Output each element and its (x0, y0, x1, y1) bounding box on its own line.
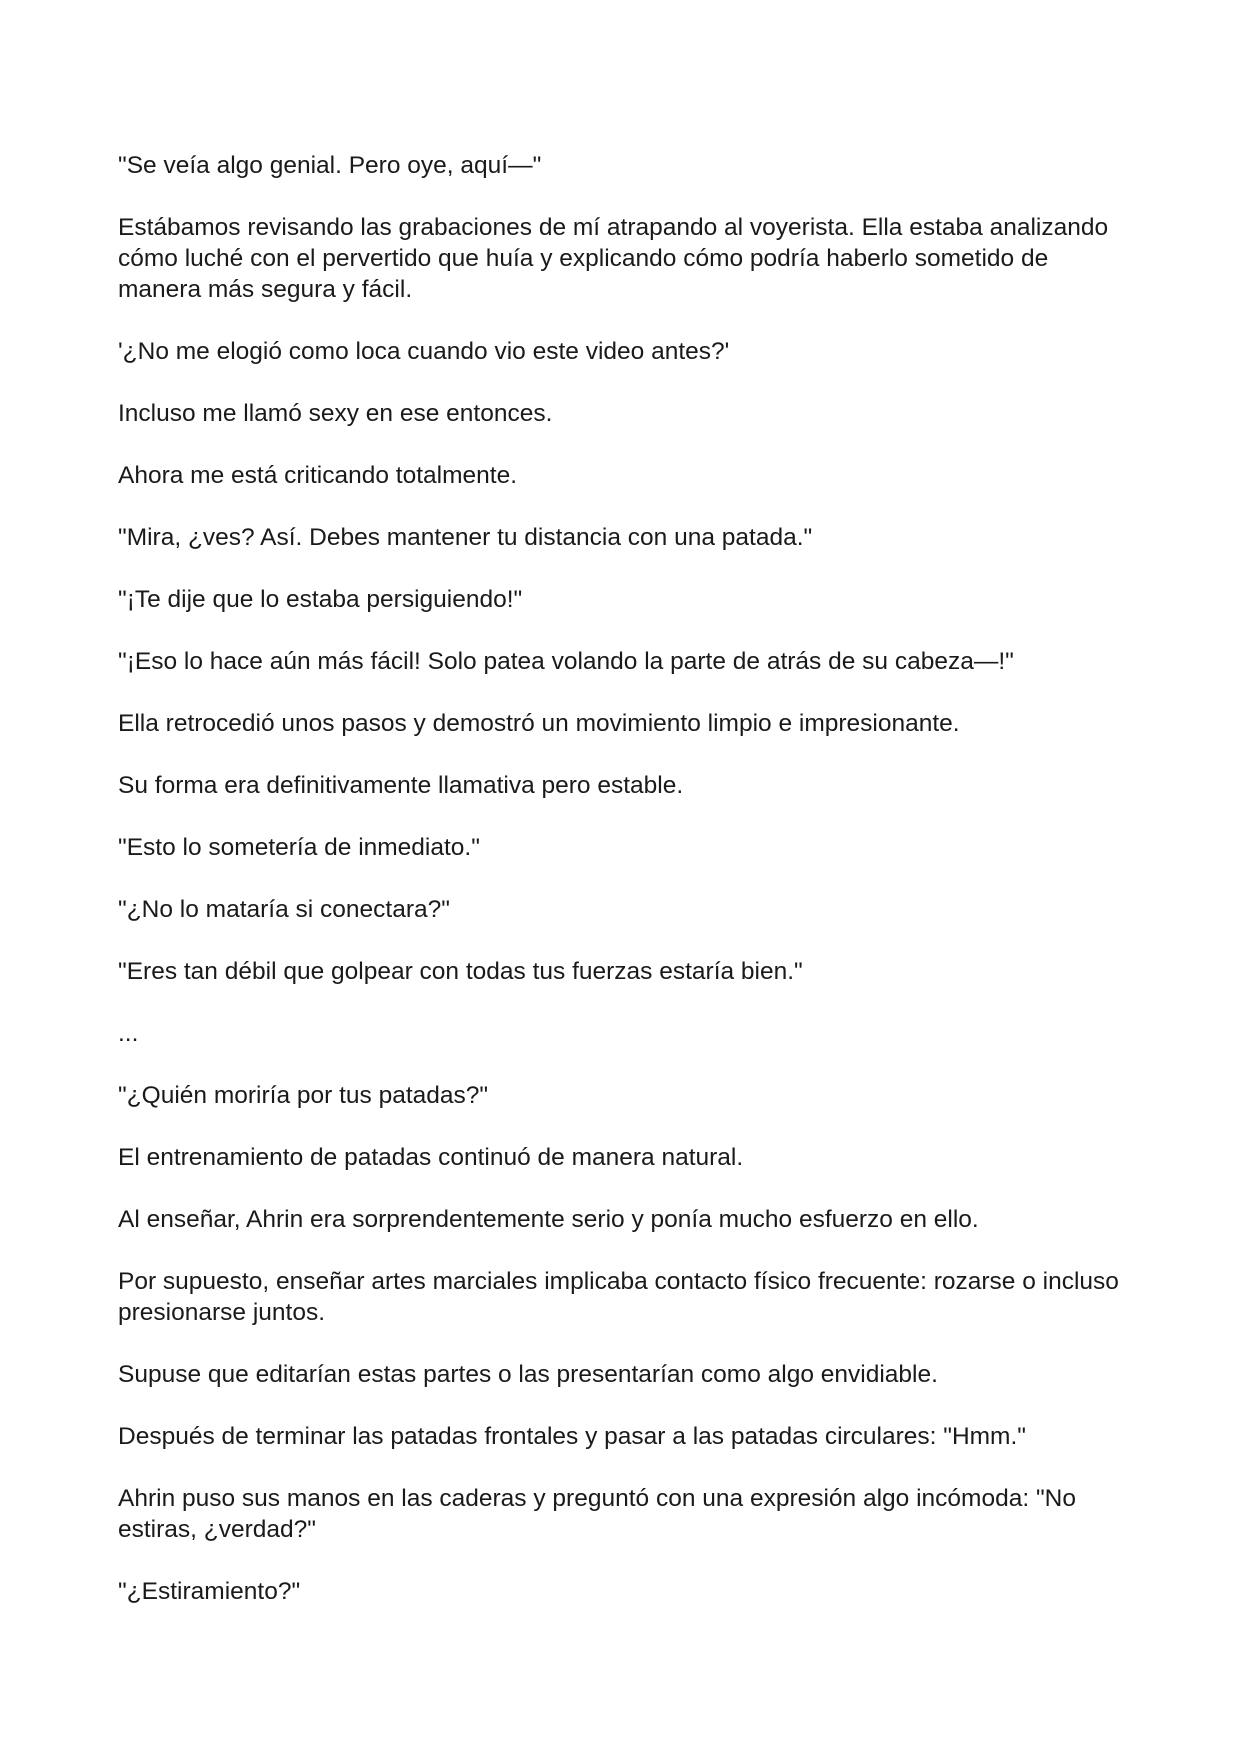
paragraph: "¡Te dije que lo estaba persiguiendo!" (118, 586, 523, 613)
paragraph: Ahora me está criticando totalmente. (118, 462, 518, 489)
paragraph: "Mira, ¿ves? Así. Debes mantener tu distancia con una patada." (118, 524, 813, 551)
paragraph: "¡Eso lo hace aún más fácil! Solo patea volando la parte de atrás de su cabeza—!" (118, 648, 1014, 675)
paragraph: Estábamos revisando las grabaciones de mí atrapando al voyerista. Ella estaba analizando cómo luché con el pervertido que huía y explicando cómo podría haberlo sometido de manera más segura y fácil. (118, 214, 1109, 303)
paragraph: "Se veía algo genial. Pero oye, aquí—" (118, 152, 542, 179)
paragraph: Al enseñar, Ahrin era sorprendentemente serio y ponía mucho esfuerzo en ello. (118, 1206, 979, 1233)
paragraph: "¿No lo mataría si conectara?" (118, 896, 450, 923)
paragraph: ... (118, 1020, 139, 1047)
paragraph: Ahrin puso sus manos en las caderas y preguntó con una expresión algo incómoda: "No estiras, ¿verdad?" (118, 1485, 1076, 1543)
paragraph: "Esto lo sometería de inmediato." (118, 834, 480, 861)
paragraph: Ella retrocedió unos pasos y demostró un movimiento limpio e impresionante. (118, 710, 960, 737)
paragraph: Después de terminar las patadas frontales y pasar a las patadas circulares: "Hmm." (118, 1423, 1026, 1450)
paragraph: "Eres tan débil que golpear con todas tus fuerzas estaría bien." (118, 958, 803, 985)
paragraph: Supuse que editarían estas partes o las presentarían como algo envidiable. (118, 1361, 938, 1388)
paragraph: '¿No me elogió como loca cuando vio este video antes?' (118, 338, 730, 365)
paragraph: "¿Estiramiento?" (118, 1578, 301, 1605)
paragraph: Su forma era definitivamente llamativa pero estable. (118, 772, 684, 799)
paragraph: Incluso me llamó sexy en ese entonces. (118, 400, 553, 427)
document-body (118, 150, 1128, 1638)
paragraph: Por supuesto, enseñar artes marciales implicaba contacto físico frecuente: rozarse o incluso presionarse juntos. (118, 1268, 1119, 1326)
paragraph: El entrenamiento de patadas continuó de manera natural. (118, 1144, 744, 1171)
paragraph: "¿Quién moriría por tus patadas?" (118, 1082, 489, 1109)
